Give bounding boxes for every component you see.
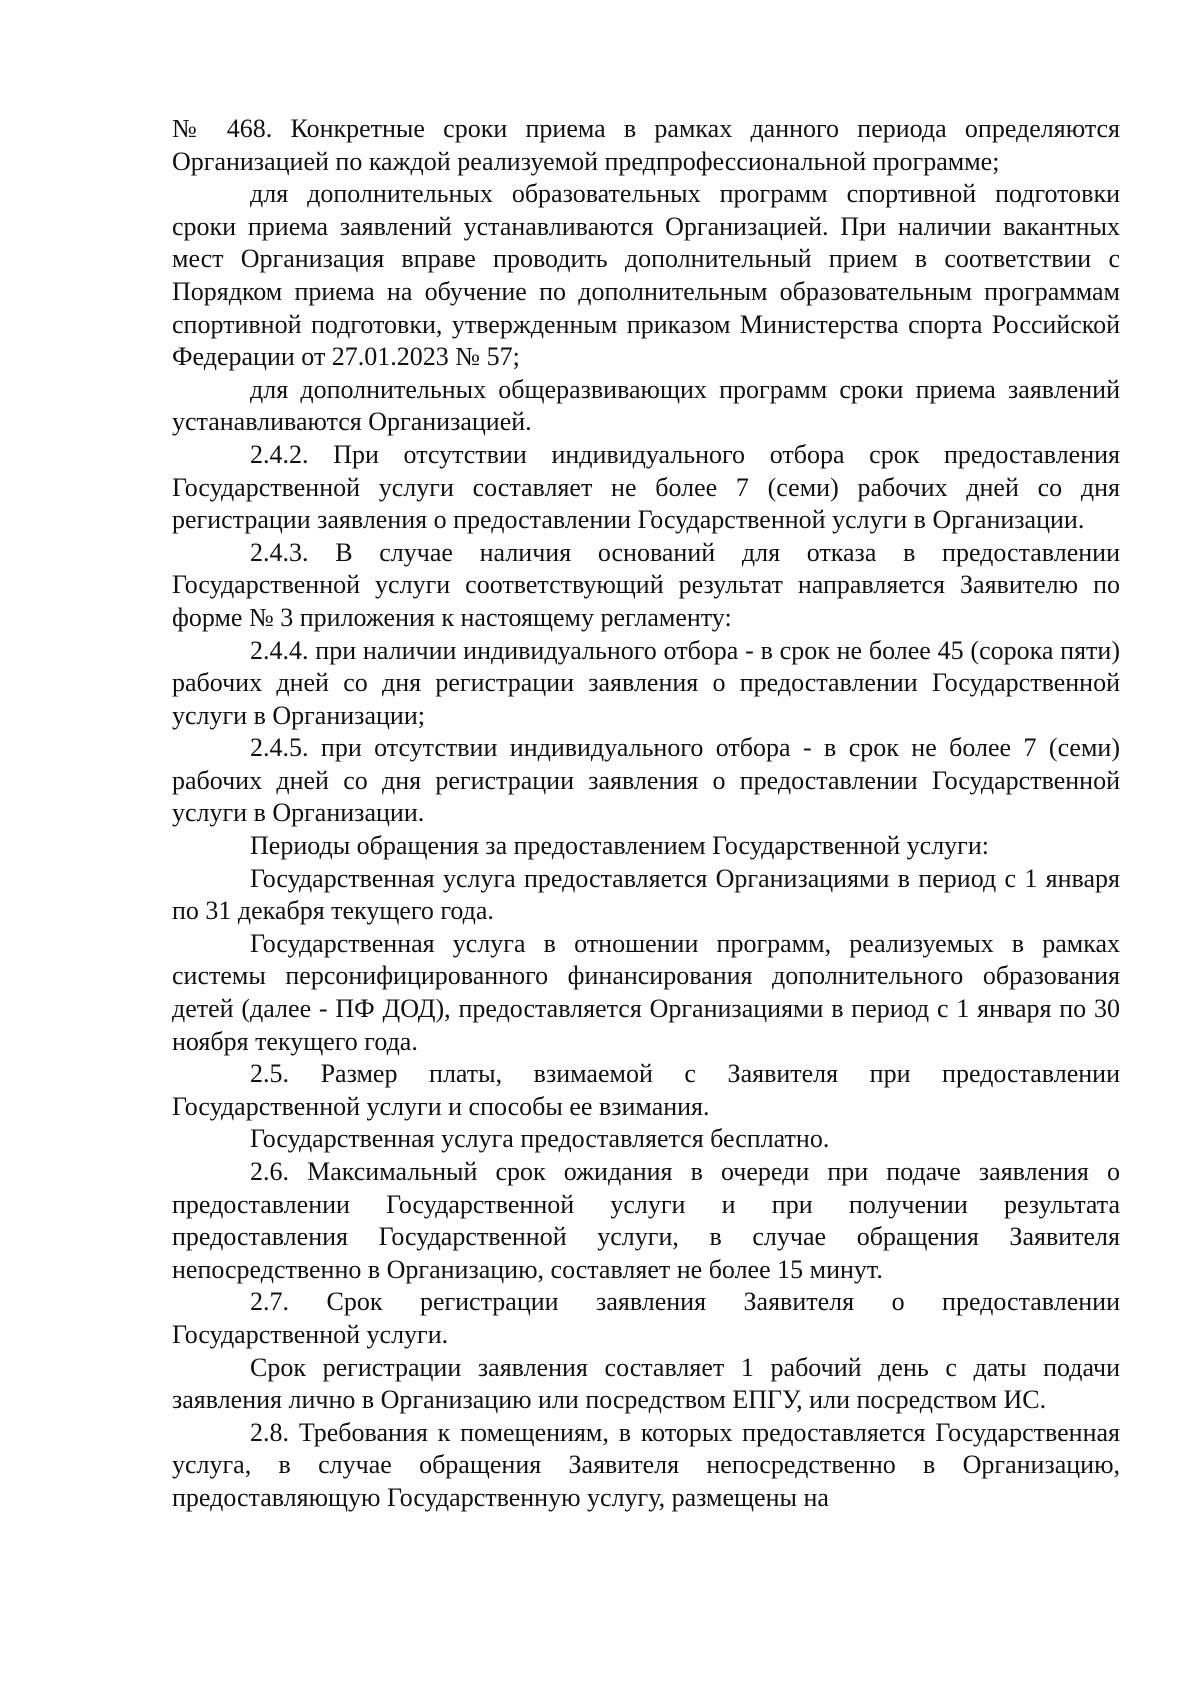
document-page — [172, 113, 1120, 1613]
paragraph-10: Государственная услуга в отношении программ, реализуемых в рамках системы персонифицированного финансирования дополнительного образования детей (далее - ПФ ДОД), предоставляется Организациями в период с 1 января по 30 ноября текущего года. — [172, 928, 1120, 1056]
paragraph-12: Государственная услуга предоставляется бесплатно. — [250, 1124, 830, 1154]
paragraph-6: 2.4.4. при наличии индивидуального отбора - в срок не более 45 (сорока пяти) рабочих дней со дня регистрации заявления о предоставлении Государственной услуги в Организации; — [172, 635, 1120, 730]
paragraph-8: Периоды обращения за предоставлением Государственной услуги: — [250, 831, 989, 861]
paragraph-3: для дополнительных общеразвивающих программ сроки приема заявлений устанавливаются Организацией. — [172, 374, 1120, 437]
paragraph-15: Срок регистрации заявления составляет 1 рабочий день с даты подачи заявления лично в Организацию или посредством ЕПГУ, или посредством ИС. — [172, 1352, 1120, 1415]
paragraph-9: Государственная услуга предоставляется Организациями в период с 1 января по 31 декабря текущего года. — [172, 863, 1120, 926]
paragraph-4: 2.4.2. При отсутствии индивидуального отбора срок предоставления Государственной услуги составляет не более 7 (семи) рабочих дней со дня регистрации заявления о предоставлении Государственной услуги в Организации. — [172, 439, 1120, 535]
paragraph-7: 2.4.5. при отсутствии индивидуального отбора - в срок не более 7 (семи) рабочих дней со дня регистрации заявления о предоставлении Государственной услуги в Организации. — [172, 733, 1120, 828]
paragraph-11: 2.5. Размер платы, взимаемой с Заявителя при предоставлении Государственной услуги и способы ее взимания. — [172, 1059, 1120, 1121]
paragraph-16: 2.8. Требования к помещениям, в которых предоставляется Государственная услуга, в случае обращения Заявителя непосредственно в Организацию, предоставляющую Государственную услугу, размещены на — [172, 1417, 1120, 1512]
paragraph-14: 2.7. Срок регистрации заявления Заявителя о предоставлении Государственной услуги. — [172, 1287, 1120, 1349]
paragraph-2: для дополнительных образовательных программ спортивной подготовки сроки приема заявлений устанавливаются Организацией. При наличии вакантных мест Организация вправе проводить дополнительный прием в соответствии с Порядком приема на обучение по дополнительным образовательным программам спортивной подготовки, утвержденным приказом Министерства спорта Российской Федерации от 27.01.2023 № 57; — [172, 179, 1120, 372]
paragraph-13: 2.6. Максимальный срок ожидания в очереди при подаче заявления о предоставлении Государственной услуги и при получении результата предоставления Государственной услуги, в случае обращения Заявителя непосредственно в Организацию, составляет не более 15 минут. — [172, 1157, 1120, 1284]
paragraph-1: № 468. Конкретные сроки приема в рамках данного периода определяются Организацией по каждой реализуемой предпрофессиональной программе; — [172, 114, 1120, 176]
paragraph-5: 2.4.3. В случае наличия оснований для отказа в предоставлении Государственной услуги соответствующий результат направляется Заявителю по форме № 3 приложения к настоящему регламенту: — [172, 537, 1120, 632]
